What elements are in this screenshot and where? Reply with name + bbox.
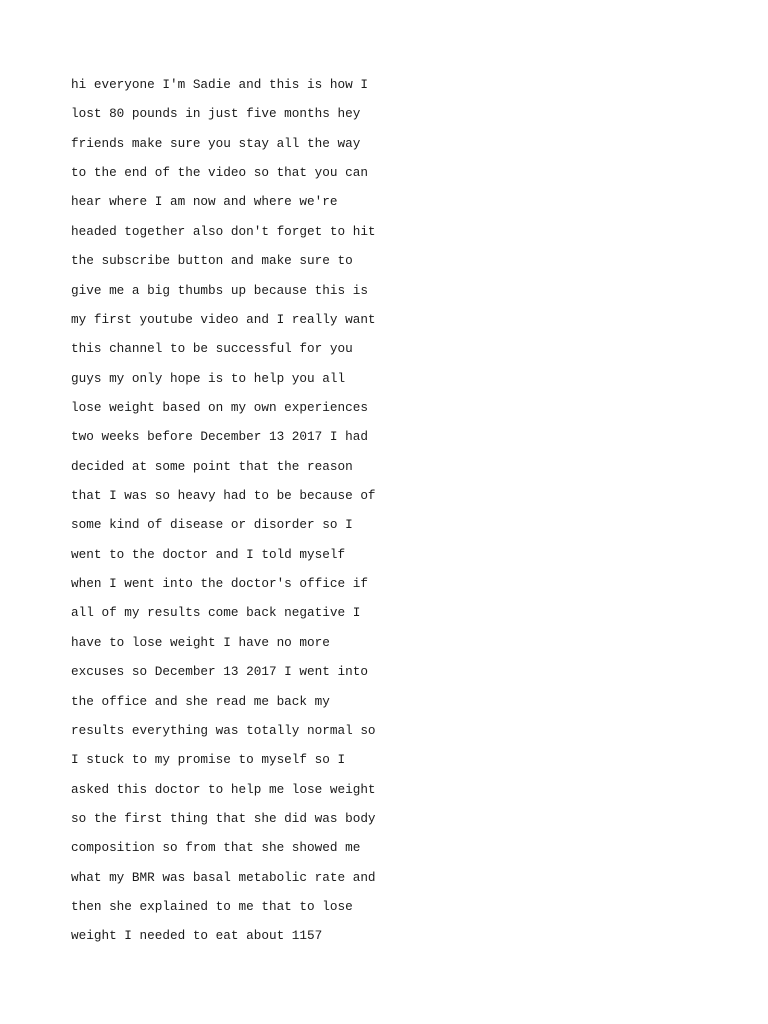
text-line: two weeks before December 13 2017 I had <box>71 429 368 445</box>
text-line: the office and she read me back my <box>71 693 330 709</box>
text-line: lost 80 pounds in just five months hey <box>71 106 361 122</box>
text-line: went to the doctor and I told myself <box>71 546 346 562</box>
text-line: have to lose weight I have no more <box>71 634 330 650</box>
text-line: this channel to be successful for you <box>71 341 353 357</box>
text-line: all of my results come back negative I <box>71 605 361 621</box>
transcript-text-block <box>71 70 751 951</box>
text-line: headed together also don't forget to hit <box>71 223 376 239</box>
text-line: my first youtube video and I really want <box>71 311 376 327</box>
text-line: to the end of the video so that you can <box>71 165 368 181</box>
text-line: asked this doctor to help me lose weight <box>71 781 376 797</box>
text-line: friends make sure you stay all the way <box>71 135 361 151</box>
text-line: give me a big thumbs up because this is <box>71 282 368 298</box>
text-line: the subscribe button and make sure to <box>71 253 353 269</box>
text-line: results everything was totally normal so <box>71 722 376 738</box>
text-line: decided at some point that the reason <box>71 458 353 474</box>
text-line: excuses so December 13 2017 I went into <box>71 664 368 680</box>
text-line: when I went into the doctor's office if <box>71 576 368 592</box>
text-line: so the first thing that she did was body <box>71 810 376 826</box>
text-line: guys my only hope is to help you all <box>71 370 346 386</box>
text-line: hear where I am now and where we're <box>71 194 338 210</box>
text-line: lose weight based on my own experiences <box>71 399 368 415</box>
text-line: then she explained to me that to lose <box>71 899 353 915</box>
text-line: some kind of disease or disorder so I <box>71 517 353 533</box>
text-line: weight I needed to eat about 1157 <box>71 928 323 944</box>
text-line: that I was so heavy had to be because of <box>71 488 376 504</box>
text-line: I stuck to my promise to myself so I <box>71 752 346 768</box>
text-line: hi everyone I'm Sadie and this is how I <box>71 77 368 92</box>
text-line: composition so from that she showed me <box>71 840 361 856</box>
text-line: what my BMR was basal metabolic rate and <box>71 869 376 885</box>
